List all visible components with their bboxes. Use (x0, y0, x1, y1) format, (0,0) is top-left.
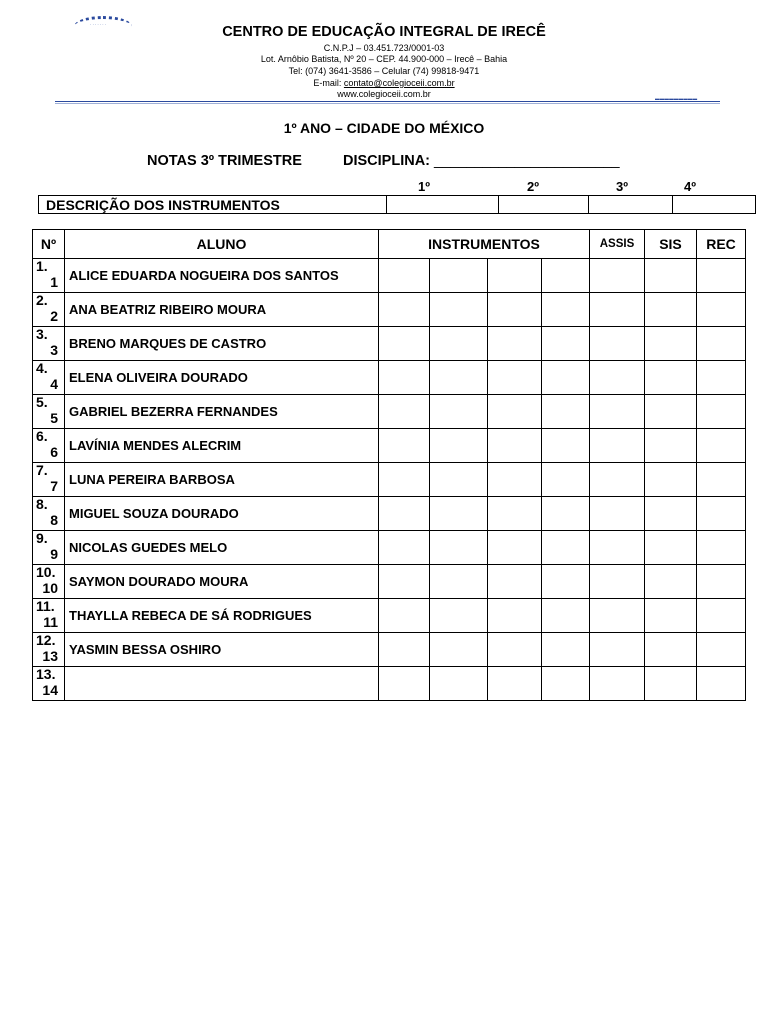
instrument-grade-cell-1[interactable] (379, 293, 430, 327)
rec-grade-cell[interactable] (697, 667, 746, 701)
table-row (33, 293, 746, 327)
rec-grade-cell[interactable] (697, 259, 746, 293)
table-row (33, 531, 746, 565)
table-row (33, 497, 746, 531)
assis-grade-cell[interactable] (590, 293, 645, 327)
row-number (33, 565, 65, 599)
instrument-grade-cell-4[interactable] (542, 327, 590, 361)
instrument-grade-cell-1[interactable] (379, 327, 430, 361)
descricao-cell-3[interactable] (589, 196, 673, 214)
assis-grade-cell[interactable] (590, 667, 645, 701)
instrument-grade-cell-2[interactable] (430, 327, 488, 361)
rec-grade-cell[interactable] (697, 633, 746, 667)
instrument-grade-cell-2[interactable] (430, 361, 488, 395)
instrument-grade-cell-3[interactable] (488, 565, 542, 599)
row-number (33, 361, 65, 395)
website-line[interactable]: www.colegioceii.com.br (337, 89, 431, 99)
instrument-grade-cell-4[interactable] (542, 259, 590, 293)
rec-grade-cell[interactable] (697, 293, 746, 327)
assis-grade-cell[interactable] (590, 395, 645, 429)
grade-table (32, 229, 746, 701)
school-name: CENTRO DE EDUCAÇÃO INTEGRAL DE IRECÊ (222, 24, 546, 40)
assis-grade-cell[interactable] (590, 531, 645, 565)
row-number-primary: 11. (36, 598, 55, 614)
row-number (33, 599, 65, 633)
notas-label: NOTAS 3º TRIMESTRE (147, 153, 302, 169)
sis-grade-cell[interactable] (645, 463, 697, 497)
row-number-secondary: 3 (50, 341, 58, 358)
table-row (33, 667, 746, 701)
header-watermark-text: ▬▬▬▬▬▬▬▬▬ (655, 96, 698, 101)
disciplina-field (343, 153, 620, 169)
row-number (33, 667, 65, 701)
col-header-rec: REC (697, 230, 746, 259)
table-row (33, 565, 746, 599)
header-divider (55, 101, 720, 102)
row-number (33, 463, 65, 497)
instrument-grade-cell-4[interactable] (542, 497, 590, 531)
student-name: NICOLAS GUEDES MELO (65, 531, 379, 565)
sis-grade-cell[interactable] (645, 565, 697, 599)
instrument-grade-cell-4[interactable] (542, 531, 590, 565)
row-number-primary: 10. (36, 564, 56, 580)
class-title: 1º ANO – CIDADE DO MÉXICO (283, 120, 485, 136)
table-row (33, 429, 746, 463)
student-name: MIGUEL SOUZA DOURADO (65, 497, 379, 531)
row-number (33, 293, 65, 327)
assis-grade-cell[interactable] (590, 327, 645, 361)
row-number-secondary: 4 (50, 375, 58, 392)
instrument-grade-cell-3[interactable] (488, 667, 542, 701)
instrument-grade-cell-1[interactable] (379, 395, 430, 429)
row-number-primary: 13. (36, 666, 56, 682)
email-link[interactable]: contato@colegioceii.com.br (343, 78, 455, 88)
row-number-secondary: 2 (50, 307, 58, 324)
row-number-primary: 8. (36, 496, 48, 512)
row-number-primary: 1. (36, 258, 48, 274)
instrument-description-table (38, 195, 756, 214)
address-line: Lot. Arnôbio Batista, Nº 20 – CEP. 44.900-000 – Irecê – Bahia (260, 54, 508, 64)
instrument-grade-cell-2[interactable] (430, 667, 488, 701)
instrument-grade-cell-2[interactable] (430, 565, 488, 599)
student-name: SAYMON DOURADO MOURA (65, 565, 379, 599)
instrument-grade-cell-4[interactable] (542, 293, 590, 327)
row-number-secondary: 8 (50, 511, 58, 528)
row-number-secondary: 1 (50, 273, 58, 290)
instrument-number-2: 2º (527, 179, 539, 194)
row-number-primary: 3. (36, 326, 48, 342)
phone-line: Tel: (074) 3641-3586 – Celular (74) 99818-9471 (288, 66, 480, 76)
row-number-secondary: 6 (50, 443, 58, 460)
row-number-primary: 5. (36, 394, 48, 410)
student-name: GABRIEL BEZERRA FERNANDES (65, 395, 379, 429)
assis-grade-cell[interactable] (590, 497, 645, 531)
row-number (33, 259, 65, 293)
instrument-grade-cell-3[interactable] (488, 395, 542, 429)
descricao-cell-4[interactable] (673, 196, 756, 214)
sis-grade-cell[interactable] (645, 599, 697, 633)
student-name: LAVÍNIA MENDES ALECRIM (65, 429, 379, 463)
row-number (33, 497, 65, 531)
row-number-secondary: 5 (50, 409, 58, 426)
instrument-grade-cell-4[interactable] (542, 429, 590, 463)
student-name: ELENA OLIVEIRA DOURADO (65, 361, 379, 395)
row-number (33, 633, 65, 667)
student-name (65, 667, 379, 701)
instrument-grade-cell-1[interactable] (379, 361, 430, 395)
sis-grade-cell[interactable] (645, 531, 697, 565)
instrument-grade-cell-1[interactable] (379, 429, 430, 463)
table-header-row (33, 230, 746, 259)
row-number (33, 531, 65, 565)
instrument-grade-cell-2[interactable] (430, 463, 488, 497)
disciplina-blank[interactable]: _______________________ (434, 153, 620, 169)
instrument-grade-cell-3[interactable] (488, 361, 542, 395)
instrument-grade-cell-1[interactable] (379, 259, 430, 293)
row-number-primary: 9. (36, 530, 48, 546)
instrument-grade-cell-3[interactable] (488, 259, 542, 293)
student-name: BRENO MARQUES DE CASTRO (65, 327, 379, 361)
instrument-grade-cell-3[interactable] (488, 531, 542, 565)
assis-grade-cell[interactable] (590, 599, 645, 633)
col-header-sis: SIS (645, 230, 697, 259)
row-number-secondary: 7 (50, 477, 58, 494)
row-number-secondary: 11 (43, 613, 58, 630)
sis-grade-cell[interactable] (645, 361, 697, 395)
rec-grade-cell[interactable] (697, 429, 746, 463)
instrument-grade-cell-1[interactable] (379, 565, 430, 599)
assis-grade-cell[interactable] (590, 259, 645, 293)
instrument-grade-cell-2[interactable] (430, 395, 488, 429)
cnpj-line: C.N.P.J – 03.451.723/0001-03 (323, 43, 445, 53)
instrument-grade-cell-1[interactable] (379, 531, 430, 565)
row-number-primary: 2. (36, 292, 48, 308)
instrument-grade-cell-4[interactable] (542, 361, 590, 395)
assis-grade-cell[interactable] (590, 633, 645, 667)
row-number (33, 429, 65, 463)
instrument-grade-cell-4[interactable] (542, 565, 590, 599)
instrument-grade-cell-3[interactable] (488, 293, 542, 327)
col-header-instrumentos: INSTRUMENTOS (379, 230, 590, 259)
header-divider-shadow (55, 103, 720, 104)
sis-grade-cell[interactable] (645, 667, 697, 701)
student-name: LUNA PEREIRA BARBOSA (65, 463, 379, 497)
row-number-primary: 7. (36, 462, 48, 478)
instrument-grade-cell-2[interactable] (430, 531, 488, 565)
row-number-primary: 4. (36, 360, 48, 376)
row-number-primary: 12. (36, 632, 56, 648)
instrument-grade-cell-2[interactable] (430, 293, 488, 327)
instrument-number-4: 4º (684, 179, 696, 194)
instrument-grade-cell-2[interactable] (430, 259, 488, 293)
rec-grade-cell[interactable] (697, 531, 746, 565)
table-row (33, 361, 746, 395)
instrument-grade-cell-3[interactable] (488, 463, 542, 497)
table-row (33, 463, 746, 497)
rec-grade-cell[interactable] (697, 395, 746, 429)
student-name: ALICE EDUARDA NOGUEIRA DOS SANTOS (65, 259, 379, 293)
instrument-grade-cell-4[interactable] (542, 633, 590, 667)
student-name: YASMIN BESSA OSHIRO (65, 633, 379, 667)
email-label: E-mail: (313, 78, 344, 88)
instrument-grade-cell-3[interactable] (488, 497, 542, 531)
instrument-grade-cell-4[interactable] (542, 667, 590, 701)
instrument-grade-cell-1[interactable] (379, 497, 430, 531)
instrument-grade-cell-4[interactable] (542, 599, 590, 633)
rec-grade-cell[interactable] (697, 463, 746, 497)
student-name: THAYLLA REBECA DE SÁ RODRIGUES (65, 599, 379, 633)
col-header-aluno: ALUNO (65, 230, 379, 259)
table-row (33, 327, 746, 361)
instrument-grade-cell-1[interactable] (379, 667, 430, 701)
table-row (33, 395, 746, 429)
assis-grade-cell[interactable] (590, 463, 645, 497)
instrument-grade-cell-4[interactable] (542, 395, 590, 429)
sis-grade-cell[interactable] (645, 633, 697, 667)
assis-grade-cell[interactable] (590, 565, 645, 599)
instrument-grade-cell-3[interactable] (488, 633, 542, 667)
instrument-grade-cell-3[interactable] (488, 429, 542, 463)
assis-grade-cell[interactable] (590, 429, 645, 463)
row-number-secondary: 9 (50, 545, 58, 562)
instrument-grade-cell-3[interactable] (488, 599, 542, 633)
instrument-number-3: 3º (616, 179, 628, 194)
descricao-label: DESCRIÇÃO DOS INSTRUMENTOS (39, 196, 387, 214)
row-number (33, 395, 65, 429)
instrument-grade-cell-1[interactable] (379, 463, 430, 497)
sis-grade-cell[interactable] (645, 429, 697, 463)
assis-grade-cell[interactable] (590, 361, 645, 395)
student-name: ANA BEATRIZ RIBEIRO MOURA (65, 293, 379, 327)
instrument-grade-cell-4[interactable] (542, 463, 590, 497)
col-header-assis: ASSIS (590, 230, 645, 259)
instrument-grade-cell-2[interactable] (430, 633, 488, 667)
table-row (33, 599, 746, 633)
rec-grade-cell[interactable] (697, 599, 746, 633)
col-header-num: Nº (33, 230, 65, 259)
rec-grade-cell[interactable] (697, 497, 746, 531)
instrument-grade-cell-3[interactable] (488, 327, 542, 361)
sis-grade-cell[interactable] (645, 327, 697, 361)
sis-grade-cell[interactable] (645, 395, 697, 429)
rec-grade-cell[interactable] (697, 361, 746, 395)
instrument-grade-cell-2[interactable] (430, 599, 488, 633)
instrument-grade-cell-1[interactable] (379, 633, 430, 667)
disciplina-label: DISCIPLINA: (343, 153, 430, 169)
rec-grade-cell[interactable] (697, 327, 746, 361)
sis-grade-cell[interactable] (645, 293, 697, 327)
row-number (33, 327, 65, 361)
descricao-cell-1[interactable] (387, 196, 499, 214)
row-number-secondary: 13 (42, 647, 58, 664)
descricao-cell-2[interactable] (499, 196, 589, 214)
instrument-grade-cell-2[interactable] (430, 497, 488, 531)
row-number-secondary: 10 (42, 579, 58, 596)
rec-grade-cell[interactable] (697, 565, 746, 599)
table-row (33, 259, 746, 293)
sis-grade-cell[interactable] (645, 497, 697, 531)
row-number-secondary: 14 (42, 681, 58, 698)
table-row (33, 633, 746, 667)
instrument-number-1: 1º (418, 179, 430, 194)
sis-grade-cell[interactable] (645, 259, 697, 293)
school-logo-icon: · · · · · · · (70, 12, 136, 28)
instrument-grade-cell-1[interactable] (379, 599, 430, 633)
instrument-grade-cell-2[interactable] (430, 429, 488, 463)
email-line (0, 78, 768, 88)
row-number-primary: 6. (36, 428, 48, 444)
